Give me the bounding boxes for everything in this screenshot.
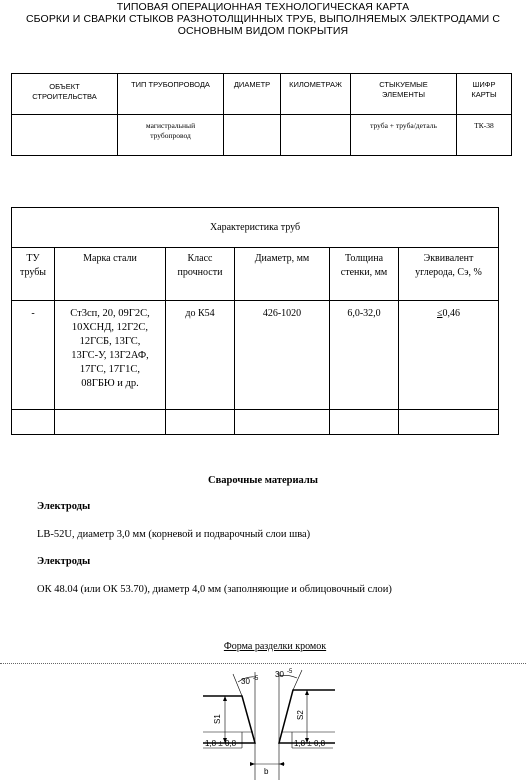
document-title-line-2: СБОРКИ И СВАРКИ СТЫКОВ РАЗНОТОЛЩИННЫХ ТРУБ, ВЫПОЛНЯЕМЫХ ЭЛЕКТРОДАМИ С [26,13,500,25]
cell-carbon: ≤0,46 [399,301,499,410]
document-title-line-1: ТИПОВАЯ ОПЕРАЦИОННАЯ ТЕХНОЛОГИЧЕСКАЯ КАРТА [116,1,410,13]
electrodes-text-2: ОК 48.04 (или ОК 53.70), диаметр 4,0 мм (заполняющие и облицовочный слои) [37,584,392,595]
cell-km [281,115,351,156]
edge-preparation-drawing [195,668,345,780]
empty-cell [235,410,330,435]
header-carbon: Эквивалент углерода, Сэ, % [399,248,499,301]
header-thickness: Толщина стенки, мм [330,248,399,301]
left-angle-label: 30 [241,677,250,686]
info-table [11,73,512,156]
header-steel: Марка стали [55,248,166,301]
s2-label: S2 [296,710,305,720]
left-plate [203,696,255,743]
header-tu: ТУ трубы [12,248,55,301]
cell-strength: до К54 [166,301,235,410]
root-face-left-label: 1,8 ± 0,8 [205,739,237,748]
materials-title: Сварочные материалы [208,475,318,486]
left-angle-tolerance: -5 [253,676,259,682]
gap-label: b [264,767,269,776]
s1-label: S1 [213,714,222,724]
empty-cell [330,410,399,435]
cell-thickness: 6,0-32,0 [330,301,399,410]
empty-cell [12,410,55,435]
cell-pipe-type: магистральный трубопровод [118,115,224,156]
pipe-table-caption: Характеристика труб [12,208,499,248]
empty-cell [166,410,235,435]
cell-code: ТК-38 [457,115,512,156]
root-face-right-label: 1,8 ± 0,8 [294,739,326,748]
right-angle-tolerance: -5 [287,669,293,675]
document-title-line-3: ОСНОВНЫМ ВИДОМ ПОКРЫТИЯ [177,25,349,37]
cell-diameter: 426-1020 [235,301,330,410]
cell-diameter [224,115,281,156]
less-or-equal-sign: ≤ [437,308,443,319]
header-elements: СТЫКУЕМЫЕ ЭЛЕМЕНТЫ [351,74,457,115]
right-angle-label: 30 [275,670,284,679]
electrodes-heading-1: Электроды [37,501,91,512]
cell-object [12,115,118,156]
electrodes-text-1: LB-52U, диаметр 3,0 мм (корневой и подварочный слои шва) [37,529,311,540]
header-object: ОБЪЕКТ СТРОИТЕЛЬСТВА [12,74,118,115]
empty-cell [399,410,499,435]
separator [0,663,526,664]
drawing-title: Форма разделки кромок [223,641,327,652]
cell-tu: - [12,301,55,410]
header-km: КИЛОМЕТРАЖ [281,74,351,115]
pipe-characteristics-table [11,207,499,435]
header-code: ШИФР КАРТЫ [457,74,512,115]
electrodes-heading-2: Электроды [37,556,91,567]
cell-steel: Ст3сп, 20, 09Г2С, 10ХСНД, 12Г2С, 12ГСБ, 13ГС, 13ГС-У, 13Г2АФ, 17ГС, 17Г1С, 08ГБЮ и др. [55,301,166,410]
header-diameter: ДИАМЕТР [224,74,281,115]
cell-elements: труба + труба/деталь [351,115,457,156]
header-diameter: Диаметр, мм [235,248,330,301]
header-pipe-type: ТИП ТРУБОПРОВОДА [118,74,224,115]
empty-cell [55,410,166,435]
header-strength: Класс прочности [166,248,235,301]
